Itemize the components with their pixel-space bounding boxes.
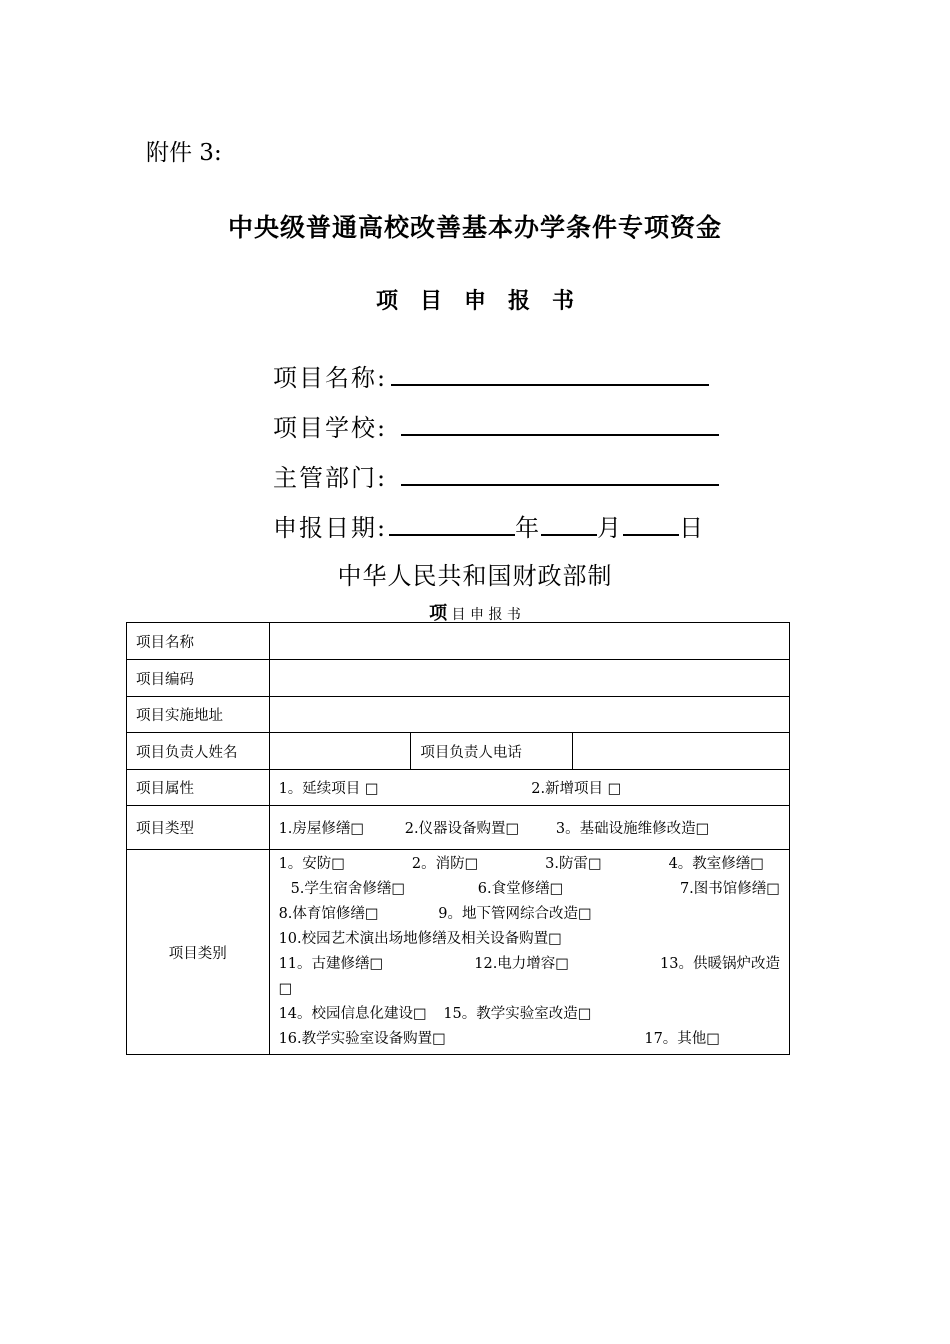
leader-name-cell-label: 项目负责人姓名 xyxy=(127,733,270,770)
category-option-pipeline[interactable]: 9。地下管网综合改造□ xyxy=(438,906,592,922)
project-attribute-cell-label: 项目属性 xyxy=(127,770,270,806)
application-table xyxy=(126,622,790,1055)
category-option-dormitory[interactable]: 5.学生宿舍修缮□ xyxy=(290,881,406,897)
project-code-input[interactable] xyxy=(269,660,789,697)
project-type-cell-label: 项目类型 xyxy=(127,806,270,850)
table-row xyxy=(127,733,790,770)
table-caption-first-char: 项 xyxy=(429,603,448,624)
department-label: 主管部门: xyxy=(273,464,388,492)
category-option-heating[interactable]: 13。供暖锅炉改造 xyxy=(660,956,780,972)
attribute-option-continuing[interactable]: 1。延续项目 □ xyxy=(278,781,379,797)
project-address-cell-label: 项目实施地址 xyxy=(127,697,270,733)
department-field xyxy=(273,458,719,493)
month-label: 月 xyxy=(597,514,624,542)
project-category-options xyxy=(269,850,789,1055)
leader-phone-input[interactable] xyxy=(573,733,790,770)
date-label: 申报日期: xyxy=(273,514,388,542)
category-line xyxy=(279,977,780,1002)
type-option-building-repair[interactable]: 1.房屋修缮□ xyxy=(278,821,365,837)
table-caption-rest: 目 申 报 书 xyxy=(447,607,521,623)
category-option-canteen[interactable]: 6.食堂修缮□ xyxy=(477,881,564,897)
project-name-input[interactable] xyxy=(269,623,789,660)
project-attribute-options xyxy=(269,770,789,806)
project-address-input[interactable] xyxy=(269,697,789,733)
month-blank[interactable] xyxy=(541,512,597,536)
type-option-infrastructure[interactable]: 3。基础设施维修改造□ xyxy=(555,821,710,837)
category-option-art-venue[interactable]: 10.校园艺术演出场地修缮及相关设备购置□ xyxy=(278,931,562,947)
table-row xyxy=(127,660,790,697)
attribute-option-new[interactable]: 2.新增项目 □ xyxy=(531,781,622,797)
project-name-blank[interactable] xyxy=(391,362,709,386)
attachment-label: 附件 3: xyxy=(146,140,222,166)
category-option-power[interactable]: 12.电力增容□ xyxy=(474,956,570,972)
year-label: 年 xyxy=(515,514,542,542)
issuer-label: 中华人民共和国财政部制 xyxy=(337,562,613,590)
project-category-cell-label: 项目类别 xyxy=(127,850,270,1055)
table-row xyxy=(127,806,790,850)
table-row xyxy=(127,850,790,1055)
day-blank[interactable] xyxy=(623,512,679,536)
category-line xyxy=(279,952,780,977)
department-blank[interactable] xyxy=(401,462,719,486)
category-line xyxy=(279,902,780,927)
project-code-cell-label: 项目编码 xyxy=(127,660,270,697)
project-school-label: 项目学校: xyxy=(273,414,388,442)
category-line xyxy=(279,877,780,902)
document-title: 中央级普通高校改善基本办学条件专项资金 xyxy=(227,213,722,242)
category-line xyxy=(279,927,780,952)
category-line xyxy=(279,1027,780,1052)
table-row xyxy=(127,770,790,806)
category-line xyxy=(279,1002,780,1027)
table-row xyxy=(127,697,790,733)
category-option-lightning[interactable]: 3.防雷□ xyxy=(545,856,602,872)
document-subtitle: 项 目 申 报 书 xyxy=(375,288,574,314)
category-option-informatization[interactable]: 14。校园信息化建设□ xyxy=(278,1006,427,1022)
project-name-label: 项目名称: xyxy=(273,364,388,392)
category-option-gym[interactable]: 8.体育馆修缮□ xyxy=(278,906,379,922)
category-option-security[interactable]: 1。安防□ xyxy=(278,856,345,872)
project-school-blank[interactable] xyxy=(401,412,719,436)
day-label: 日 xyxy=(679,514,706,542)
category-option-fire[interactable]: 2。消防□ xyxy=(411,856,479,872)
category-option-classroom[interactable]: 4。教室修缮□ xyxy=(668,856,764,872)
category-option-library[interactable]: 7.图书馆修缮□ xyxy=(679,881,780,897)
leader-phone-cell-label: 项目负责人电话 xyxy=(411,733,573,770)
category-line xyxy=(279,852,780,877)
leader-name-input[interactable] xyxy=(269,733,411,770)
type-option-equipment-purchase[interactable]: 2.仪器设备购置□ xyxy=(404,821,520,837)
category-option-lab-renovation[interactable]: 15。教学实验室改造□ xyxy=(443,1006,592,1022)
category-option-other[interactable]: 17。其他□ xyxy=(644,1031,720,1047)
year-blank[interactable] xyxy=(389,512,515,536)
category-option-heating-checkbox[interactable]: □ xyxy=(278,981,293,997)
project-name-cell-label: 项目名称 xyxy=(127,623,270,660)
project-name-field xyxy=(273,358,709,393)
table-row xyxy=(127,623,790,660)
category-option-lab-equipment[interactable]: 16.教学实验室设备购置□ xyxy=(278,1031,446,1047)
date-field xyxy=(273,508,705,543)
category-option-ancient-building[interactable]: 11。古建修缮□ xyxy=(278,956,384,972)
project-school-field xyxy=(273,408,719,443)
project-type-options xyxy=(269,806,789,850)
